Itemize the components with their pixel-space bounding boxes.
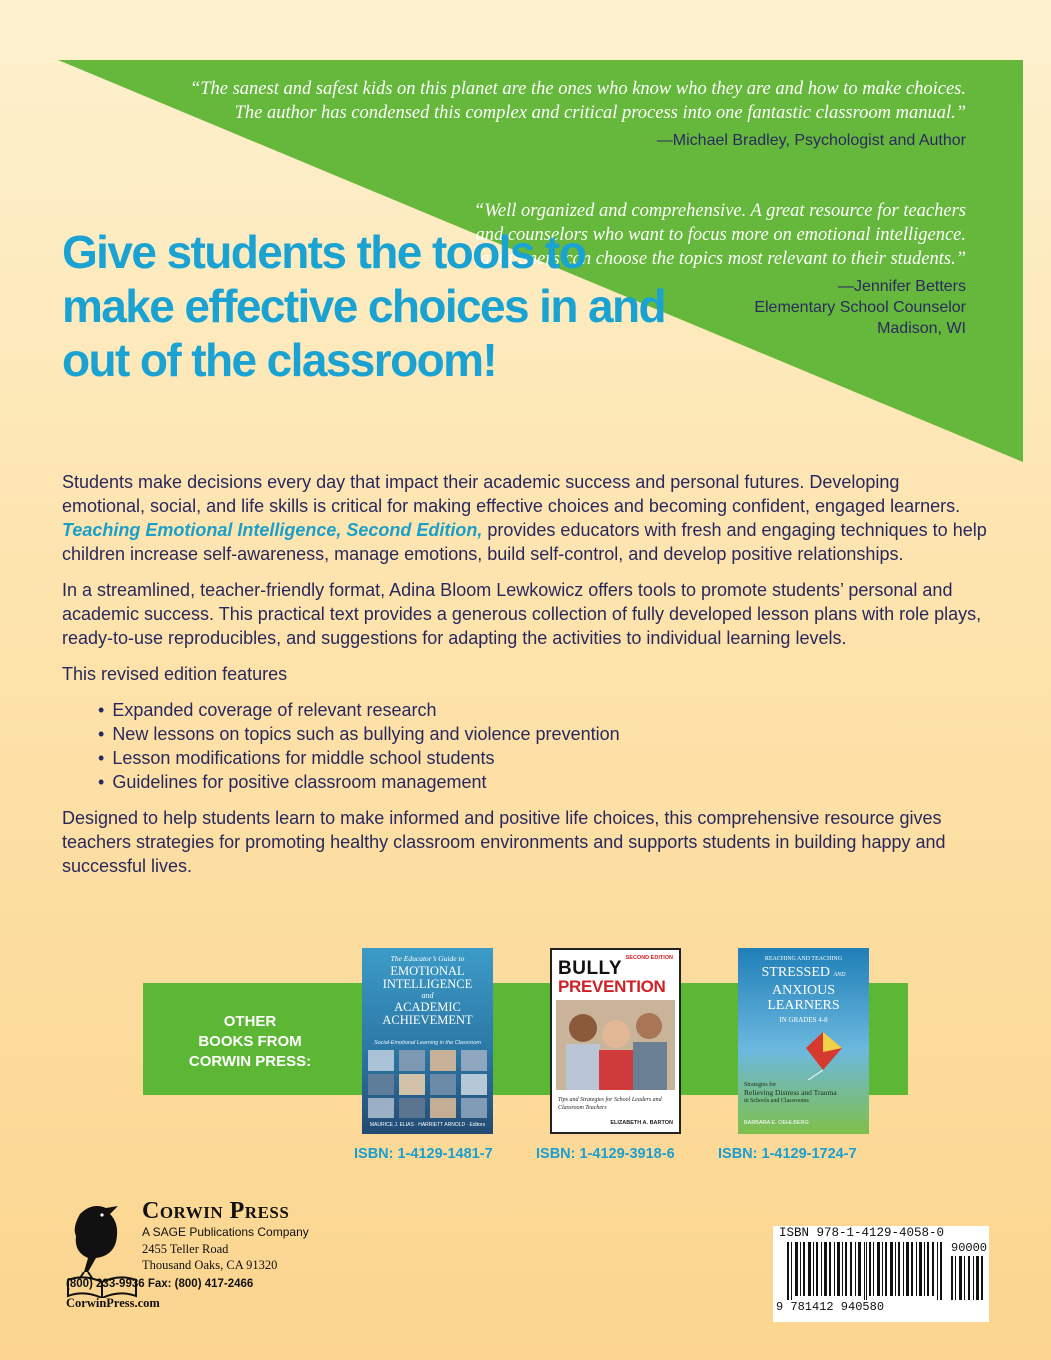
publisher-address: 2455 Teller Road — [142, 1242, 229, 1256]
book-cover-bully-prevention[interactable] — [550, 948, 681, 1134]
barcode-bars — [787, 1242, 947, 1300]
book-title-line: INTELLIGENCE — [382, 977, 473, 991]
publisher-company: A SAGE Publications Company — [142, 1225, 309, 1239]
book-description — [62, 470, 987, 890]
quote-text: “Well organized and comprehensive. A great resource for teachers and counselors who want to focus more on emotional intelligence. Practitioners can choose the topics most relevant to their students.” — [462, 201, 966, 269]
publisher-address: Thousand Oaks, CA 91320 — [142, 1258, 278, 1272]
book-title-line: LEARNERS — [767, 998, 840, 1013]
book-author: ELIZABETH A. BARTON — [610, 1120, 673, 1126]
book-title-line: AND — [833, 972, 846, 978]
book-title-line: and — [421, 991, 434, 1000]
barcode-number: 9 781412 940580 — [776, 1300, 885, 1314]
book-title-line: EMOTIONAL — [390, 964, 465, 978]
book-subtitle-line: Relieving Distress and Trauma — [744, 1088, 837, 1097]
book-title-line: REACHING AND TEACHING — [764, 956, 843, 962]
quote-text: “The sanest and safest kids on this planet are the ones who know who they are and how to make choices. The author has condensed this complex and critical process into one fantastic classroom manual.” — [189, 79, 966, 123]
quote-attribution: —Michael Bradley, Psychologist and Author — [656, 132, 966, 149]
description-text: Students make decisions every day that impact their academic success and personal futures. Developing emotional, social, and life skills is critical for making effective choices and becoming confident, engaged learners. — [62, 472, 961, 516]
book-title-line: ACHIEVEMENT — [382, 1013, 473, 1027]
kite-icon — [798, 1030, 848, 1080]
list-item: • Lesson modifications for middle school students — [98, 746, 987, 770]
book-subtitle: Tips and Strategies for School Leaders and Classroom Teachers — [558, 1097, 662, 1111]
book-title-line: ACADEMIC — [394, 1000, 461, 1014]
other-books-label: OTHER BOOKS FROM CORWIN PRESS: — [188, 1013, 312, 1070]
description-paragraph — [62, 470, 987, 566]
barcode-addon-bars — [951, 1256, 985, 1300]
publisher-name: Corwin Press — [142, 1198, 290, 1224]
book-cover-stressed-learners[interactable] — [738, 948, 869, 1134]
attribution-location: Madison, WI — [877, 320, 966, 337]
list-item: • Expanded coverage of relevant research — [98, 698, 987, 722]
testimonial-quote — [176, 77, 966, 151]
book-title-line: STRESSED — [761, 965, 830, 980]
description-text: provides educators with fresh and engaging techniques to help children increase self-awareness, manage emotions, build self-control, and develop positive relationships. — [62, 520, 987, 564]
book-title-line: The Educator’s Guide to — [390, 954, 465, 963]
barcode-isbn: ISBN 978-1-4129-4058-0 — [779, 1226, 945, 1240]
publisher-website[interactable]: CorwinPress.com — [66, 1296, 160, 1310]
barcode-price-code: 90000 — [951, 1241, 988, 1255]
attribution-name: —Jennifer Betters — [837, 278, 966, 295]
book-isbn: ISBN: 1-4129-3918-6 — [536, 1146, 675, 1162]
book-isbn: ISBN: 1-4129-1724-7 — [718, 1146, 857, 1162]
publisher-info — [66, 1198, 346, 1338]
book-author: BARBARA E. OEHLBERG — [744, 1120, 809, 1126]
list-item: • New lessons on topics such as bullying and violence prevention — [98, 722, 987, 746]
attribution-title: Elementary School Counselor — [754, 299, 966, 316]
features-list — [62, 698, 987, 794]
publisher-phone: (800) 233-9936 Fax: (800) 417-2466 — [66, 1278, 254, 1290]
book-isbn: ISBN: 1-4129-1481-7 — [354, 1146, 493, 1162]
book-subtitle-line: in Schools and Classrooms — [744, 1098, 809, 1104]
book-edition: SECOND EDITION — [625, 955, 673, 961]
book-grades: IN GRADES 4-8 — [779, 1016, 828, 1024]
book-cover-emotional-intelligence[interactable] — [362, 948, 493, 1134]
book-editors: MAURICE J. ELIAS · HARRIETT ARNOLD · Editors — [369, 1122, 486, 1128]
isbn-barcode — [773, 1226, 989, 1322]
features-title: This revised edition features — [62, 664, 288, 684]
description-paragraph: In a streamlined, teacher-friendly format, Adina Bloom Lewkowicz offers tools to promote students’ personal and academic success. This practical text provides a generous collection of fully developed lesson plans with role plays, ready-to-use reproducibles, and suggestions for adapting the activities to individual learning levels. — [62, 580, 982, 648]
book-subtitle: Social-Emotional Learning in the Classroom — [374, 1040, 481, 1046]
book-title-line: PREVENTION — [558, 977, 666, 996]
description-paragraph: Designed to help students learn to make informed and positive life choices, this comprehensive resource gives teachers strategies for promoting healthy classroom environments and supports students in building happy and successful lives. — [62, 808, 946, 876]
headline: Give students the tools to make effective choices in and out of the classroom! — [62, 226, 665, 386]
book-title-line: ANXIOUS — [772, 983, 835, 998]
book-title-line: BULLY — [558, 958, 623, 979]
list-item: • Guidelines for positive classroom management — [98, 770, 987, 794]
students-photo — [556, 1000, 675, 1090]
photo-collage — [368, 1050, 487, 1118]
book-subtitle-line: Strategies for — [744, 1082, 777, 1088]
book-title-highlight: Teaching Emotional Intelligence, Second Edition, — [62, 520, 483, 540]
